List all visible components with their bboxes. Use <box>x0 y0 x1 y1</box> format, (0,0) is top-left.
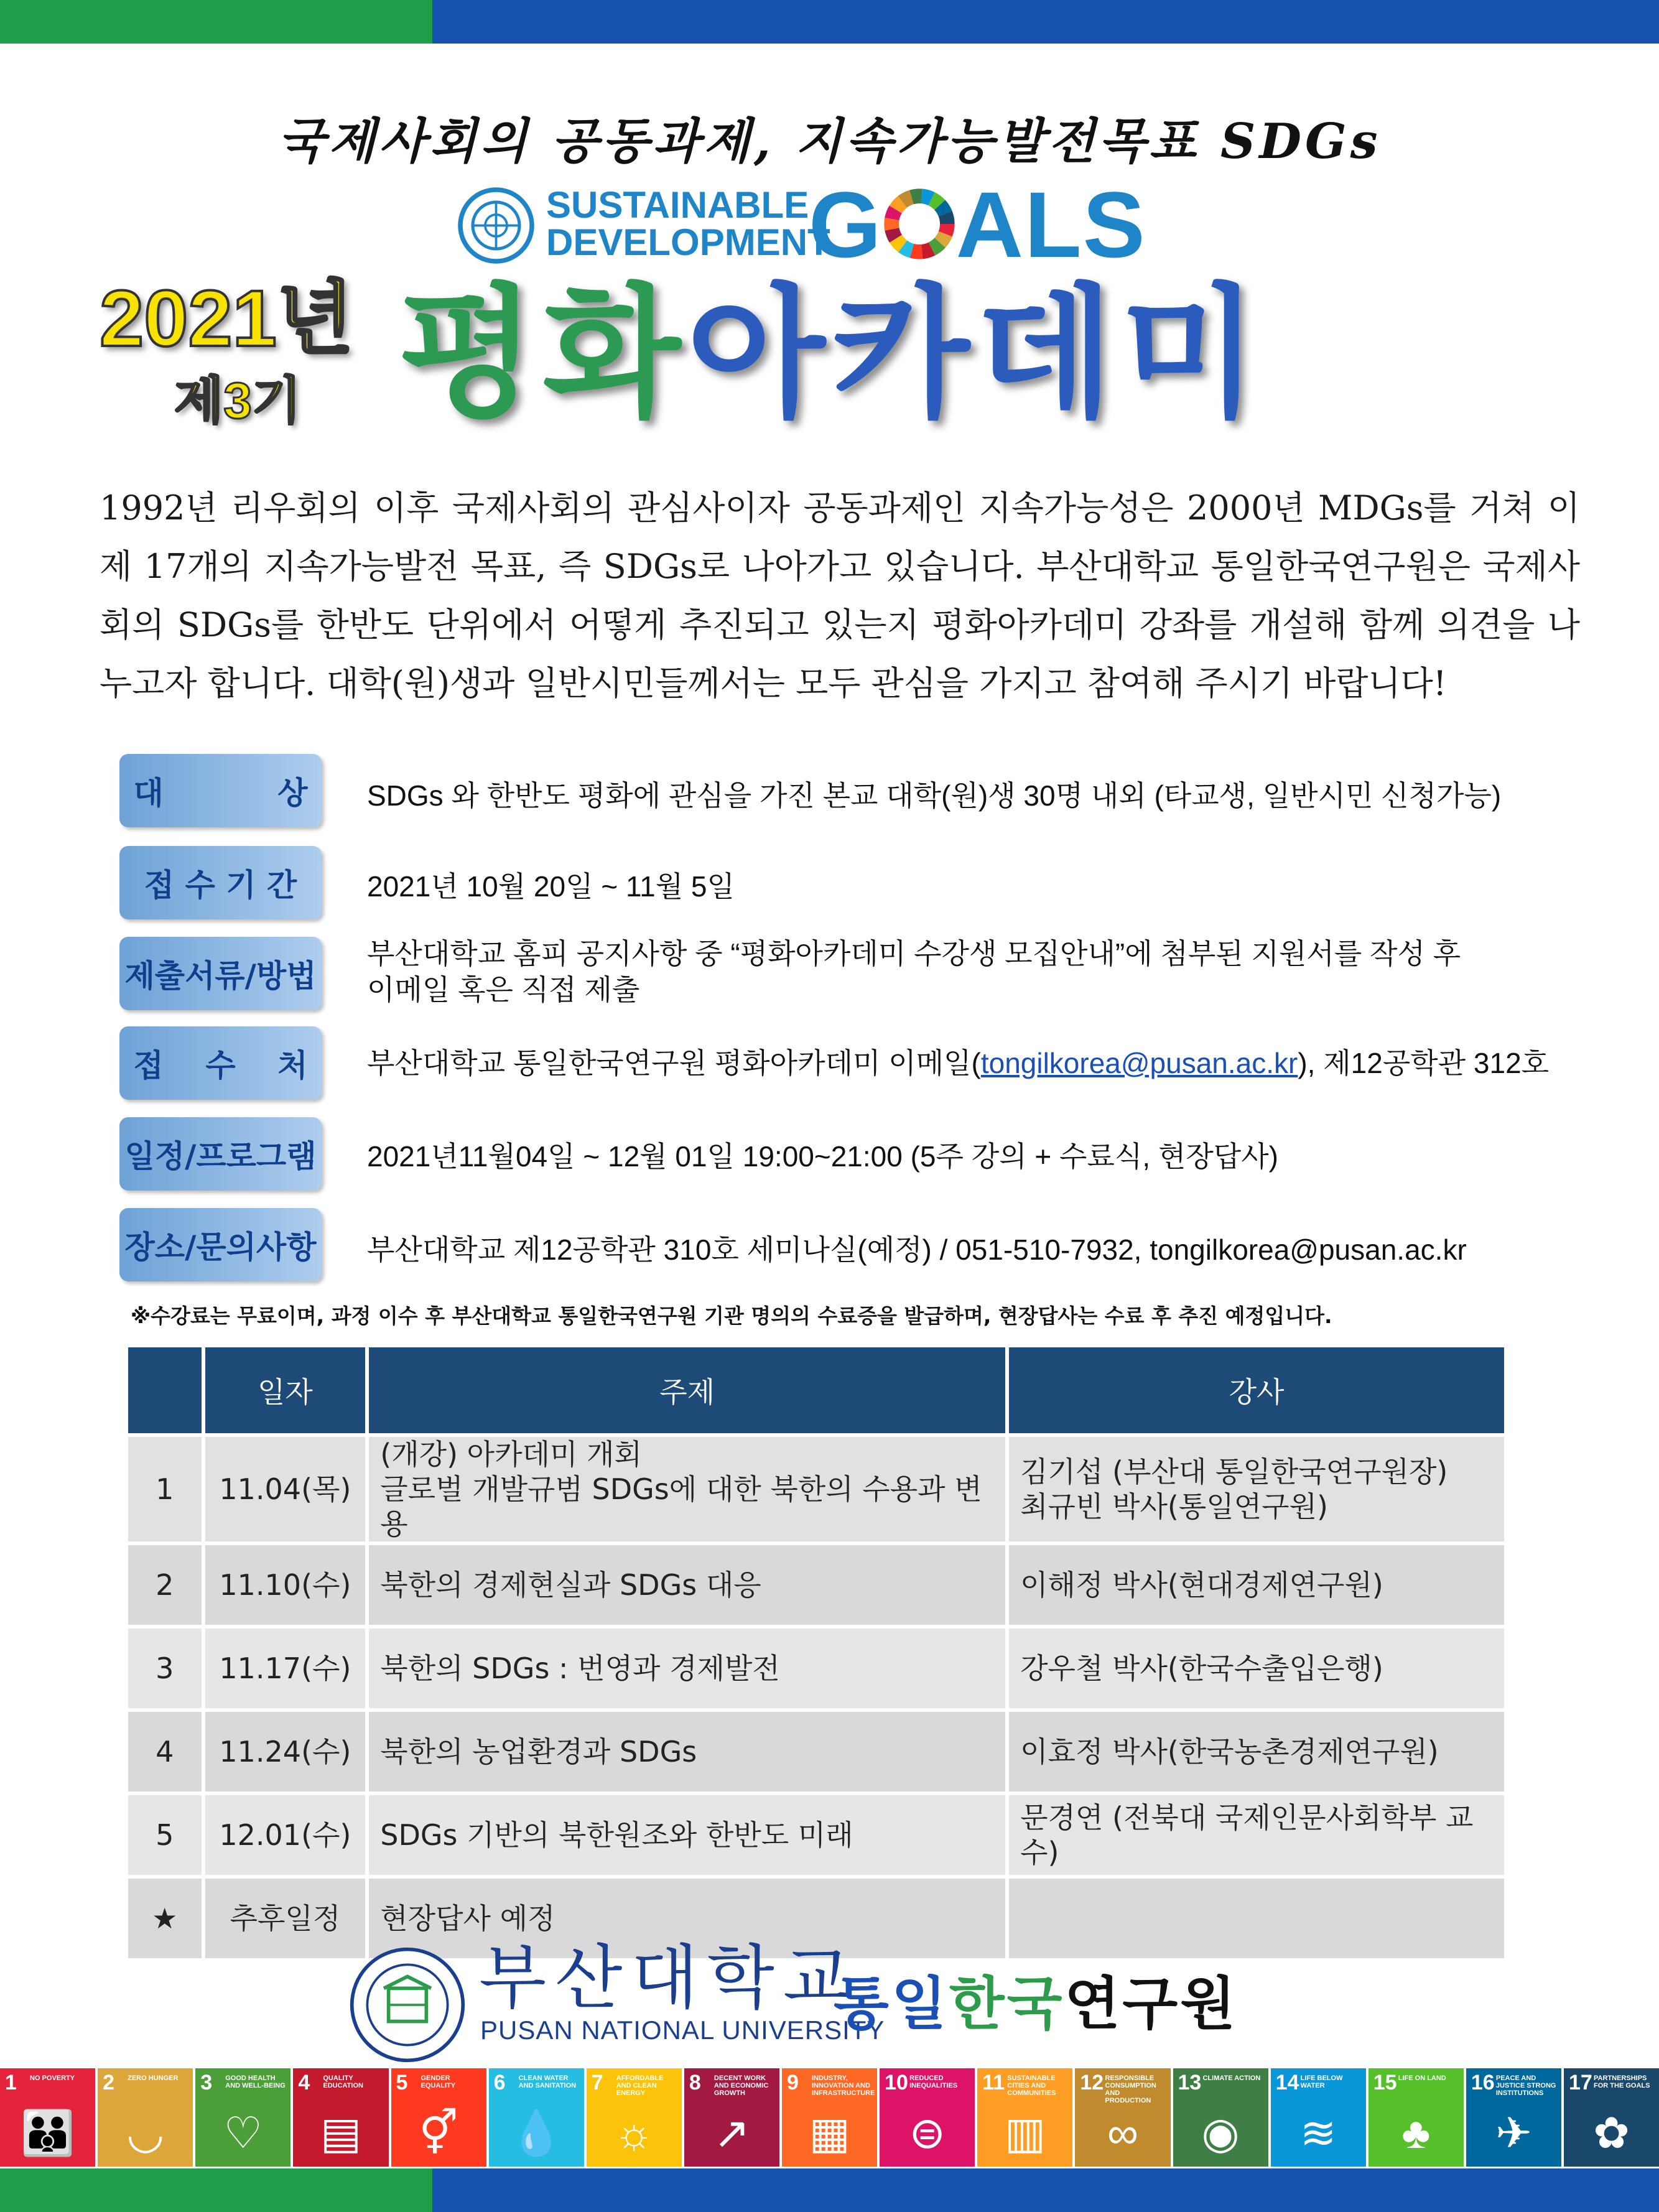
fee-note: ※수강료는 무료이며, 과정 이수 후 부산대학교 통일한국연구원 기관 명의의 수료증을 발급하며, 현장답사는 수료 후 추진 예정입니다. <box>131 1304 1332 1328</box>
cell-topic: 북한의 경제현실과 SDGs 대응 <box>369 1545 1005 1625</box>
cell-topic: SDGs 기반의 북한원조와 한반도 미래 <box>369 1795 1005 1875</box>
sdg-tile-label: CLIMATE ACTION <box>1202 2075 1261 2082</box>
sdg-tile-number: 1 <box>5 2071 17 2094</box>
cell-topic: 현장답사 예정 <box>369 1879 1005 1958</box>
cell-topic: 북한의 농업환경과 SDGs <box>369 1712 1005 1791</box>
cubes-icon: ▦ <box>809 2109 850 2157</box>
sdg-tiles-row <box>0 2068 1659 2167</box>
person-group-icon: 👪 <box>20 2109 75 2157</box>
sdg-tile-2 <box>98 2068 193 2167</box>
cell-date: 11.24(수) <box>205 1712 366 1791</box>
schedule-table <box>124 1344 1508 1962</box>
header-no <box>128 1347 202 1433</box>
sdg-tile-number: 16 <box>1471 2071 1495 2094</box>
cell-date: 12.01(수) <box>205 1795 366 1875</box>
sdg-tile-label: ZERO HUNGER <box>128 2075 179 2082</box>
cell-topic: 북한의 SDGs : 번영과 경제발전 <box>369 1629 1005 1708</box>
sdg-tile-label: PARTNERSHIPS FOR THE GOALS <box>1594 2075 1650 2089</box>
sun-icon: ☼ <box>614 2109 654 2157</box>
sdg-tile-label: PEACE AND JUSTICE STRONG INSTITUTIONS <box>1495 2075 1556 2097</box>
email-link[interactable]: tongilkorea@pusan.ac.kr <box>980 1047 1298 1079</box>
intro-paragraph: 1992년 리우회의 이후 국제사회의 관심사이자 공동과제인 지속가능성은 2000년 MDGs를 거쳐 이제 17개의 지속가능발전 목표, 즉 SDGs로 나아가고 있습니다. 부산대학교 통일한국연구원은 국제사회의 SDGs를 한반도 단위에서 어떻게 추진되고 있는지 평화아카데미 강좌를 개설해 함께 의견을 나누고자 합니다. 대학(원)생과 일반시민들께서는 모두 관심을 가지고 참여해 주시기 바랍니다! <box>100 488 1580 703</box>
table-row <box>128 1795 1504 1875</box>
sdg-tile-number: 8 <box>689 2071 701 2094</box>
bowl-icon: ◡ <box>126 2109 165 2157</box>
sdg-tile-15 <box>1369 2068 1464 2167</box>
sdg-tile-label: REDUCED INEQUALITIES <box>909 2075 958 2089</box>
sdg-tile-6 <box>489 2068 584 2167</box>
cell-topic: (개강) 아카데미 개회 글로벌 개발규범 SDGs에 대한 북한의 수용과 변용 <box>369 1437 1005 1541</box>
water-drop-icon: 💧 <box>509 2109 564 2157</box>
sdg-tile-3 <box>195 2068 290 2167</box>
goals-wordmark: G ALS <box>809 172 1146 277</box>
label-place: 장소/문의사항 <box>119 1208 322 1281</box>
sdg-tile-number: 15 <box>1373 2071 1397 2094</box>
value-schedule: 2021년11월04일 ~ 12월 01일 19:00~21:00 (5주 강의 + 수료식, 현장답사) <box>367 1140 1278 1173</box>
eye-globe-icon: ◉ <box>1201 2109 1240 2157</box>
value-period: 2021년 10월 20일 ~ 11월 5일 <box>367 870 735 903</box>
sdg-tile-number: 7 <box>591 2071 603 2094</box>
sdg-tile-number: 4 <box>298 2071 310 2094</box>
sdg-tile-number: 17 <box>1569 2071 1592 2094</box>
label-schedule: 일정/프로그램 <box>119 1117 322 1191</box>
label-docs: 제출서류/방법 <box>119 937 322 1010</box>
sdg-tile-number: 12 <box>1080 2071 1104 2094</box>
title-green-part: 평화 <box>398 271 687 437</box>
sdg-tile-label: NO POVERTY <box>30 2075 75 2082</box>
sdg-tile-label: CLEAN WATER AND SANITATION <box>518 2075 577 2089</box>
sdg-tile-17 <box>1564 2068 1659 2167</box>
un-emblem-icon <box>457 187 535 264</box>
sdg-tile-5 <box>391 2068 486 2167</box>
sdg-tile-number: 10 <box>885 2071 908 2094</box>
header-topic: 주제 <box>369 1347 1005 1433</box>
title-year: 2021년 <box>100 274 354 363</box>
sdg-tile-11 <box>977 2068 1072 2167</box>
sdg-tile-label: INDUSTRY, INNOVATION AND INFRASTRUCTURE <box>812 2075 875 2097</box>
title-blue-part: 아카데미 <box>687 271 1265 437</box>
sdg-tile-label: AFFORDABLE AND CLEAN ENERGY <box>616 2075 664 2097</box>
sdg-tile-8 <box>684 2068 779 2167</box>
table-row <box>128 1629 1504 1708</box>
sdg-tile-number: 11 <box>982 2071 1005 2094</box>
top-blue-stripe <box>432 0 1659 44</box>
sdg-tile-14 <box>1271 2068 1366 2167</box>
cell-lecturer: 김기섭 (부산대 통일한국연구원장) 최규빈 박사(통일연구원) <box>1009 1437 1504 1541</box>
sdg-tile-number: 6 <box>493 2071 506 2094</box>
sdg-tile-label: DECENT WORK AND ECONOMIC GROWTH <box>713 2075 769 2097</box>
cell-no: 5 <box>128 1795 202 1875</box>
sdg-tile-7 <box>587 2068 682 2167</box>
cell-no: 1 <box>128 1437 202 1541</box>
value-target: SDGs 와 한반도 평화에 관심을 가진 본교 대학(원)생 30명 내외 (타교생, 일반시민 신청가능) <box>367 779 1502 812</box>
sdg-tile-number: 5 <box>396 2071 408 2094</box>
label-target: 대 상 <box>119 754 322 827</box>
header-date: 일자 <box>205 1347 366 1433</box>
flower-ring-icon: ✿ <box>1593 2109 1630 2157</box>
sdg-tile-12 <box>1075 2068 1170 2167</box>
dove-icon: ✈ <box>1495 2109 1532 2157</box>
title-generation: 제3기 <box>174 373 302 429</box>
city-icon: ▥ <box>1004 2109 1046 2157</box>
sdg-tile-9 <box>782 2068 877 2167</box>
sdg-tile-number: 13 <box>1178 2071 1202 2094</box>
sdg-wheel-icon <box>883 187 956 261</box>
table-row <box>128 1437 1504 1541</box>
gender-icon: ⚥ <box>419 2109 458 2157</box>
bottom-green-stripe <box>0 2168 432 2212</box>
sdg-tile-13 <box>1173 2068 1268 2167</box>
cell-no: 3 <box>128 1629 202 1708</box>
fish-icon: ≋ <box>1299 2109 1337 2157</box>
cell-lecturer: 강우철 박사(한국수출입은행) <box>1009 1629 1504 1708</box>
cell-lecturer: 이효정 박사(한국농촌경제연구원) <box>1009 1712 1504 1791</box>
sdg-tile-label: RESPONSIBLE CONSUMPTION AND PRODUCTION <box>1105 2075 1156 2104</box>
institute-name: 통일한국연구원 <box>834 1971 1238 2037</box>
sdg-tile-10 <box>880 2068 975 2167</box>
sdg-tile-label: LIFE BELOW WATER <box>1300 2075 1343 2089</box>
pnu-name: 부산대학교 <box>479 1938 859 2019</box>
table-row <box>128 1545 1504 1625</box>
table-row <box>128 1712 1504 1791</box>
cell-lecturer: 이해정 박사(현대경제연구원) <box>1009 1545 1504 1625</box>
bottom-blue-stripe <box>432 2168 1659 2212</box>
cell-date: 11.17(수) <box>205 1629 366 1708</box>
cell-no: 4 <box>128 1712 202 1791</box>
table-header <box>128 1347 1504 1433</box>
tagline: 국제사회의 공동과제, 지속가능발전목표 SDGs <box>277 113 1382 170</box>
sdg-tile-number: 14 <box>1275 2071 1299 2094</box>
pnu-english-name: PUSAN NATIONAL UNIVERSITY <box>480 2015 885 2045</box>
top-green-stripe <box>0 0 432 44</box>
sdg-tile-number: 2 <box>103 2071 115 2094</box>
sdg-tile-number: 9 <box>787 2071 799 2094</box>
cell-no: 2 <box>128 1545 202 1625</box>
sdg-logo-text: SUSTAINABLE DEVELOPMENT <box>546 184 830 263</box>
cell-date: 11.04(목) <box>205 1437 366 1541</box>
value-docs: 부산대학교 홈피 공지사항 중 “평화아카데미 수강생 모집안내”에 첨부된 지원서를 작성 후 이메일 혹은 직접 제출 <box>367 937 1461 1006</box>
sdg-tile-label: LIFE ON LAND <box>1398 2075 1446 2082</box>
sdg-tile-4 <box>293 2068 388 2167</box>
growth-chart-icon: ↗ <box>713 2109 750 2157</box>
sdg-tile-label: GOOD HEALTH AND WELL-BEING <box>225 2075 286 2089</box>
sdg-tile-label: QUALITY EDUCATION <box>323 2075 363 2089</box>
sdg-tile-number: 3 <box>200 2071 213 2094</box>
value-place: 부산대학교 제12공학관 310호 세미나실(예정) / 051-510-7932, tongilkorea@pusan.ac.kr <box>367 1234 1467 1266</box>
page-title <box>398 271 1265 437</box>
sdg-tile-1 <box>0 2068 95 2167</box>
cell-lecturer: 문경연 (전북대 국제인문사회학부 교수) <box>1009 1795 1504 1875</box>
label-period: 접 수 기 간 <box>119 846 322 919</box>
header-lecturer: 강사 <box>1009 1347 1504 1433</box>
value-office: 부산대학교 통일한국연구원 평화아카데미 이메일(tongilkorea@pusan.ac.kr), 제12공학관 312호 <box>367 1047 1550 1079</box>
sdg-tile-label: SUSTAINABLE CITIES AND COMMUNITIES <box>1007 2075 1056 2097</box>
sdg-tile-16 <box>1466 2068 1561 2167</box>
cell-no: ★ <box>128 1879 202 1958</box>
cell-date: 11.10(수) <box>205 1545 366 1625</box>
cell-date: 추후일정 <box>205 1879 366 1958</box>
pnu-emblem-icon <box>348 1946 467 2064</box>
label-office: 접 수 처 <box>119 1026 322 1100</box>
heartbeat-icon: ♡ <box>223 2109 263 2157</box>
equals-icon: ⊜ <box>909 2109 946 2157</box>
book-icon: ▤ <box>320 2109 361 2157</box>
sdg-tile-label: GENDER EQUALITY <box>421 2075 456 2089</box>
infinity-icon: ∞ <box>1107 2109 1138 2157</box>
cell-lecturer <box>1009 1879 1504 1958</box>
tree-icon: ♣ <box>1401 2109 1431 2157</box>
